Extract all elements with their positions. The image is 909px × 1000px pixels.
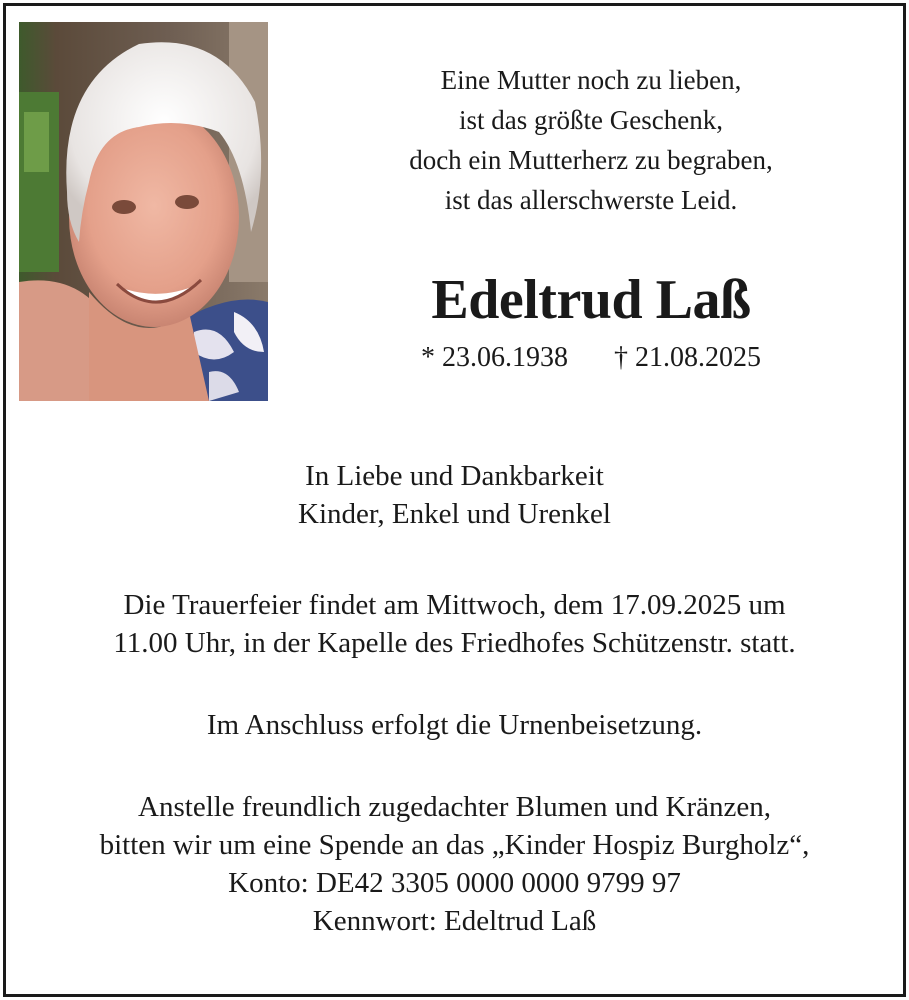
portrait-photo — [19, 22, 268, 401]
funeral-service-info — [16, 586, 893, 662]
verse-line: ist das größte Geschenk, — [459, 105, 723, 135]
service-line: 11.00 Uhr, in der Kapelle des Friedhofes Schützenstr. statt. — [113, 627, 796, 659]
donation-line: bitten wir um eine Spende an das „Kinder Hospiz Burgholz“, — [99, 829, 810, 861]
family-line: In Liebe und Dankbarkeit — [305, 460, 604, 492]
donation-info — [16, 788, 893, 940]
verse-line: ist das allerschwerste Leid. — [444, 185, 738, 215]
memorial-verse — [306, 60, 876, 220]
verse-line: Eine Mutter noch zu lieben, — [440, 65, 742, 95]
burial-info — [16, 706, 893, 744]
family-signature — [16, 457, 893, 533]
deceased-name: Edeltrud Laß — [431, 269, 751, 331]
account-number: Konto: DE42 3305 0000 0000 9799 97 — [228, 867, 681, 899]
service-line: Die Trauerfeier findet am Mittwoch, dem 17.09.2025 um — [123, 589, 786, 621]
donation-line: Anstelle freundlich zugedachter Blumen und Kränzen, — [138, 791, 771, 823]
donation-keyword: Kennwort: Edeltrud Laß — [312, 905, 597, 937]
life-dates — [306, 338, 876, 378]
birth-date: * 23.06.1938 — [421, 342, 568, 373]
verse-line: doch ein Mutterherz zu begraben, — [409, 145, 773, 175]
burial-line: Im Anschluss erfolgt die Urnenbeisetzung. — [206, 709, 703, 741]
death-date: † 21.08.2025 — [614, 342, 761, 373]
obituary-notice — [3, 3, 906, 997]
family-line: Kinder, Enkel und Urenkel — [298, 498, 611, 530]
